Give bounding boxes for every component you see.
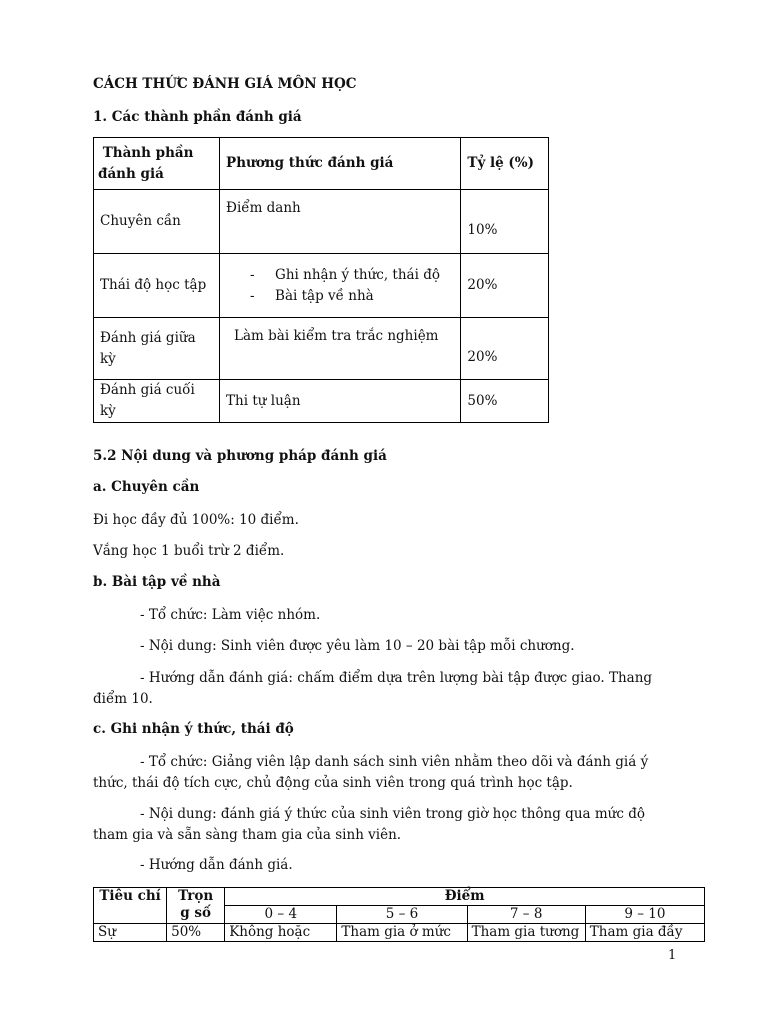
score-range: 9 – 10 bbox=[585, 906, 704, 924]
components-row bbox=[94, 380, 549, 423]
ratio-cell: 20% bbox=[461, 318, 549, 380]
paragraph: Đi học đầy đủ 100%: 10 điểm. bbox=[93, 512, 299, 528]
subsection-b-heading: b. Bài tập về nhà bbox=[93, 574, 221, 590]
paragraph: Vắng học 1 buổi trừ 2 điểm. bbox=[93, 543, 285, 559]
subsection-c-heading: c. Ghi nhận ý thức, thái độ bbox=[93, 721, 294, 737]
paragraph: - Nội dung: Sinh viên được yêu làm 10 – 20 bài tập mỗi chương. bbox=[140, 638, 575, 654]
component-cell: Đánh giá cuối kỳ bbox=[94, 380, 220, 423]
components-header-row bbox=[94, 138, 549, 190]
criteria-table bbox=[93, 887, 705, 942]
method-cell: Thi tự luận bbox=[220, 380, 461, 423]
paragraph: - Nội dung: đánh giá ý thức của sinh viên trong giờ học thông qua mức độ tham gia và sẵn sàng tham gia của sinh viên. bbox=[93, 806, 645, 843]
section2-heading: 5.2 Nội dung và phương pháp đánh giá bbox=[93, 448, 387, 464]
document-title: CÁCH THỨC ĐÁNH GIÁ MÔN HỌC bbox=[93, 76, 357, 92]
method-cell: Điểm danh bbox=[220, 190, 461, 254]
score-cell: Tham gia đầy bbox=[585, 924, 704, 942]
criteria-row bbox=[94, 924, 705, 942]
header-method: Phương thức đánh giá bbox=[220, 138, 461, 190]
components-row bbox=[94, 254, 549, 318]
components-row bbox=[94, 318, 549, 380]
header-ratio: Tỷ lệ (%) bbox=[461, 138, 549, 190]
header-weight: Trọn g số bbox=[167, 888, 225, 924]
ratio-cell: 20% bbox=[461, 254, 549, 318]
method-item: - Bài tập về nhà bbox=[250, 286, 454, 307]
method-cell: Làm bài kiểm tra trắc nghiệm bbox=[220, 318, 461, 380]
score-range: 7 – 8 bbox=[467, 906, 585, 924]
score-range: 5 – 6 bbox=[337, 906, 467, 924]
score-cell: Không hoặc bbox=[225, 924, 337, 942]
paragraph: - Hướng dẫn đánh giá. bbox=[140, 857, 293, 873]
ratio-cell: 50% bbox=[461, 380, 549, 423]
score-cell: Tham gia ở mức bbox=[337, 924, 467, 942]
component-cell: Chuyên cần bbox=[94, 190, 220, 254]
page-number: 1 bbox=[668, 948, 677, 963]
components-table bbox=[93, 137, 549, 423]
header-score: Điểm bbox=[225, 888, 705, 906]
document-page bbox=[93, 0, 683, 1024]
component-cell: Đánh giá giữa kỳ bbox=[94, 318, 220, 380]
ratio-cell: 10% bbox=[461, 190, 549, 254]
header-criterion: Tiêu chí bbox=[94, 888, 167, 924]
method-list bbox=[226, 265, 454, 307]
weight-cell: 50% bbox=[167, 924, 225, 942]
section1-heading: 1. Các thành phần đánh giá bbox=[93, 109, 302, 125]
score-cell: Tham gia tương bbox=[467, 924, 585, 942]
paragraph: - Tổ chức: Làm việc nhóm. bbox=[140, 607, 321, 623]
component-cell: Thái độ học tập bbox=[94, 254, 220, 318]
components-row bbox=[94, 190, 549, 254]
method-cell bbox=[220, 254, 461, 318]
criterion-cell: Sự bbox=[94, 924, 167, 942]
paragraph: - Tổ chức: Giảng viên lập danh sách sinh viên nhằm theo dõi và đánh giá ý thức, thái độ tích cực, chủ động của sinh viên trong quá trình học tập. bbox=[93, 754, 649, 791]
header-component: Thành phần đánh giá bbox=[94, 138, 220, 190]
subsection-a-heading: a. Chuyên cần bbox=[93, 479, 200, 495]
method-item: - Ghi nhận ý thức, thái độ bbox=[250, 265, 454, 286]
paragraph: - Hướng dẫn đánh giá: chấm điểm dựa trên lượng bài tập được giao. Thang điểm 10. bbox=[93, 670, 653, 707]
score-range: 0 – 4 bbox=[225, 906, 337, 924]
criteria-header-row bbox=[94, 888, 705, 906]
